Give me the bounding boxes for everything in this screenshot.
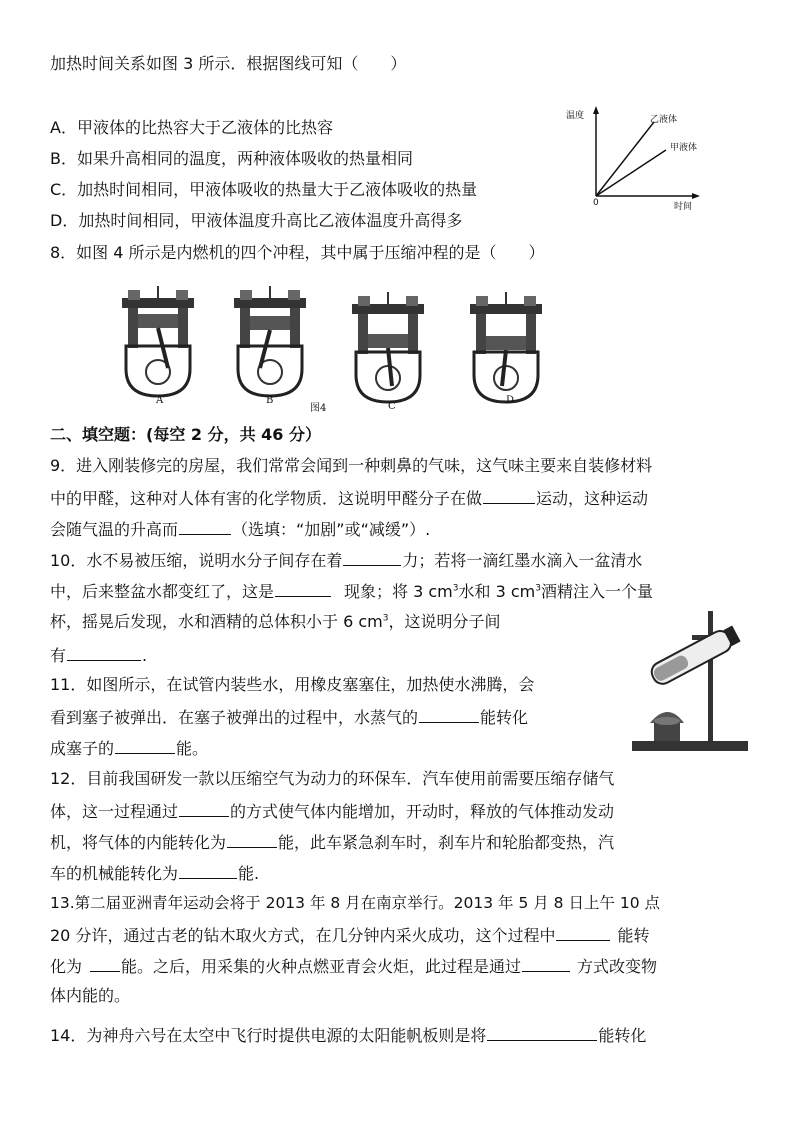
q9-line3-text-b: （选填：“加剧”或“减缓”）. [232,520,431,539]
q12-blank-2[interactable] [227,831,277,848]
q8-stem: 8．如图 4 所示是内燃机的四个冲程，其中属于压缩冲程的是（ ） [50,243,545,262]
graph-origin: 0 [593,198,599,208]
figure-4-caption: 图4 [310,403,327,414]
q12-line3-text-b: 能，此车紧急刹车时，刹车片和轮胎都变热，汽 [278,833,615,852]
q9-blank-1[interactable] [483,487,535,504]
q14-line1-text-a: 14．为神舟六号在太空中飞行时提供电源的太阳能帆板则是将 [50,1026,487,1045]
q12-line3 [50,831,614,853]
engine-label-d: D [506,395,515,406]
jia-liquid-line [596,150,666,196]
q13-line3-text-a: 化为 [50,957,83,976]
section-2-heading: 二、填空题：(每空 2 分，共 46 分） [50,425,321,444]
q10-blank-2[interactable] [275,580,331,597]
q10-line1-text-a: 10．水不易被压缩，说明水分子间存在着 [50,551,343,570]
temperature-time-graph [566,100,716,215]
q9-line2-text-b: 运动，这种运动 [536,489,649,508]
q9-line2-text-a: 中的甲醛，这种对人体有害的化学物质．这说明甲醛分子在做 [50,489,483,508]
q12-blank-3[interactable] [179,862,237,879]
graph-y-label: 温度 [566,111,585,121]
q13-line3-text-b: 能。之后，用采集的火种点燃亚青会火炬，此过程是通过 [121,957,522,976]
q10-line2-text-c: 水和 3 cm [458,582,536,601]
q13-blank-1[interactable] [556,924,610,941]
cubic-sup-1: 3 [452,583,459,594]
q10-line1 [50,549,642,571]
q9-blank-2[interactable] [179,518,231,535]
q10-line2-text-d: 酒精注入一个量 [540,582,653,601]
q9-line2 [50,487,648,509]
q10-blank-3[interactable] [67,644,141,661]
q10-blank-1[interactable] [343,549,401,566]
q11-line2 [50,706,528,728]
q7-option-c: C．加热时间相同，甲液体吸收的热量大于乙液体吸收的热量 [50,180,478,199]
cubic-sup-2: 3 [535,583,541,594]
q13-line4: 体内能的。 [50,986,131,1005]
q7-option-a: A．甲液体的比热容大于乙液体的比热容 [50,118,333,137]
q9-line3-text-a: 会随气温的升高而 [50,520,179,539]
test-tube-apparatus-figure [628,605,753,755]
q13-line2-text-b: 能转 [617,926,650,945]
q11-line3 [50,737,208,759]
q10-line4-text-b: . [142,646,148,665]
q9-line1: 9．进入刚装修完的房屋，我们常常会闻到一种刺鼻的气味，这气味主要来自装修材料 [50,456,653,475]
q12-line3-text-a: 机，将气体的内能转化为 [50,833,227,852]
q13-line3-text-c: 方式改变物 [577,957,658,976]
q11-line3-text-a: 成塞子的 [50,739,115,758]
q14-line1 [50,1024,646,1046]
q11-blank-1[interactable] [419,706,479,723]
q14-line1-text-b: 能转化 [598,1026,647,1045]
q14-blank-1[interactable] [487,1024,597,1041]
engine-label-b: B [266,395,274,406]
q11-line3-text-b: 能。 [176,739,209,758]
q13-line2 [50,924,649,946]
q10-line1-text-b: 力；若将一滴红墨水滴入一盆清水 [402,551,643,570]
q10-line4-text-a: 有 [50,646,67,665]
cubic-sup-3: 3 [382,613,389,624]
q11-line2-text-b: 能转化 [480,708,529,727]
q10-line2-text-b: 现象；将 3 cm [344,582,453,601]
q10-line4 [50,644,147,666]
graph-series-jia: 甲液体 [670,143,698,153]
q11-line2-text-a: 看到塞子被弹出．在塞子被弹出的过程中，水蒸气的 [50,708,419,727]
q13-line1: 13.第二届亚洲青年运动会将于 2013 年 8 月在南京举行。2013 年 5 月 8 日上午 10 点 [50,894,661,912]
q10-line2 [50,580,653,602]
q7-stem-tail: 加热时间关系如图 3 所示．根据图线可知（ ） [50,54,407,73]
q7-option-b: B．如果升高相同的温度，两种液体吸收的热量相同 [50,149,413,168]
q12-line4 [50,862,259,884]
graph-x-label: 时间 [674,202,693,212]
q12-blank-1[interactable] [179,800,229,817]
q13-line2-text-a: 20 分许，通过古老的钻木取火方式，在几分钟内采火成功，这个过程中 [50,926,556,945]
q12-line2-text-a: 体，这一过程通过 [50,802,179,821]
engine-strokes-figure [118,278,558,413]
q10-line3 [50,612,501,632]
q10-line2-text-a: 中，后来整盆水都变红了，这是 [50,582,275,601]
q11-blank-2[interactable] [115,737,175,754]
engine-label-a: A [156,395,164,406]
q11-line1: 11．如图所示，在试管内装些水，用橡皮塞塞住，加热使水沸腾，会 [50,675,535,694]
q9-line3 [50,518,430,540]
q13-blank-3[interactable] [522,955,570,972]
q12-line4-text-b: 能. [238,864,260,883]
q12-line2-text-b: 的方式使气体内能增加，开动时，释放的气体推动发动 [230,802,615,821]
q12-line2 [50,800,614,822]
q13-line3 [50,955,657,977]
q12-line4-text-a: 车的机械能转化为 [50,864,179,883]
q12-line1: 12．目前我国研发一款以压缩空气为动力的环保车．汽车使用前需要压缩存储气 [50,769,615,788]
graph-series-yi: 乙液体 [650,115,678,125]
q10-line3-text-b: ，这说明分子间 [388,612,501,631]
q10-line3-text-a: 杯，摇晃后发现，水和酒精的总体积小于 6 cm [50,612,383,631]
q13-blank-2[interactable] [90,955,120,972]
yi-liquid-line [596,122,654,196]
engine-label-c: C [388,401,396,412]
q7-option-d: D．加热时间相同，甲液体温度升高比乙液体温度升高得多 [50,211,463,230]
